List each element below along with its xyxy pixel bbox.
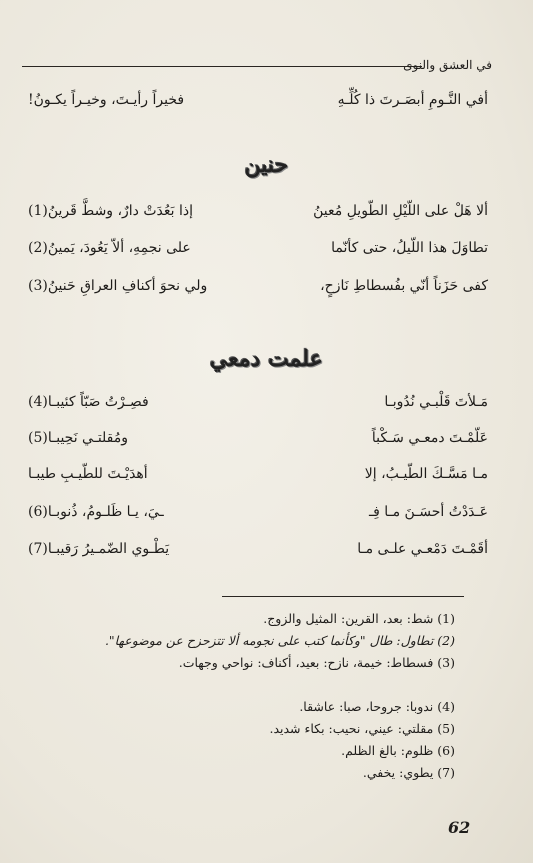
- section-title-hanin: حنين: [244, 152, 289, 178]
- footnote-rule: [222, 596, 464, 597]
- verse-line: [28, 278, 488, 308]
- hemistich-first: عَـدَدْتُ أحسَـنَ مـا فِـ: [368, 504, 488, 520]
- hemistich-first: تطاوَلَ هذا اللّيلُ، حتى كأنّما: [331, 240, 488, 256]
- page-number: 62: [448, 818, 471, 837]
- verse-line: [28, 394, 488, 424]
- hemistich-second: فخيراً رأيـتَ، وخيـراً يكـونُ!: [28, 92, 185, 108]
- footnote: (7) يطوي: يخفي.: [362, 765, 455, 780]
- hemistich-second: فصِـرْتُ صَبّاً كئيبـا(4): [28, 394, 149, 410]
- verse-line: [28, 240, 488, 270]
- footnotes-group-1: [35, 608, 455, 674]
- footnote: (1) شط: بعد، القرين: المثيل والزوج.: [263, 611, 455, 626]
- section-title-alamta: علمت دمعي: [210, 346, 323, 372]
- running-head: [22, 58, 492, 82]
- footnotes-group-2: [35, 696, 455, 784]
- header-rule: [22, 66, 422, 67]
- hemistich-second: يَطْـوي الضّمـيرُ رَقيبـا(7): [28, 541, 170, 557]
- hemistich-first: كفى حَزَناً أنّي بفُسطاطِ نَازحٍ،: [320, 278, 488, 294]
- footnote: (2) تطاول: طال "وكأنما كتب على نجومه ألا تتزحزح عن موضوعها".: [104, 633, 455, 648]
- opening-verse: [28, 92, 488, 122]
- hemistich-first: ألا هَلْ على اللّيْلِ الطّويلِ مُعينُ: [313, 203, 488, 219]
- hemistich-first: أقَمْـتَ دَمْعـي علـى مـا: [357, 541, 488, 557]
- verse-line: [28, 203, 488, 233]
- hemistich-first: مَـلأتَ قَلْبـي نُدُوبـا: [384, 394, 488, 410]
- hemistich-second: ـيَ، يـا ظَلـومُ، ذُنوبـا(6): [28, 504, 164, 520]
- verse-line: [28, 541, 488, 571]
- verse-line: [28, 466, 488, 496]
- footnote: (3) فسطاط: خيمة، نازح: بعيد، أكناف: نواحي وجهات.: [178, 655, 455, 670]
- hemistich-second: على نجمِهِ، ألاّ يَعُودَ، يَمينُ(2): [28, 240, 191, 256]
- running-head-title: في العشق والنوى: [403, 58, 492, 72]
- hemistich-first: عَلّمْـتَ دمعـي سَـكْباً: [371, 430, 488, 446]
- hemistich-second: إذا بَعُدَتْ دارٌ، وشطَّ قَرينُ(1): [28, 203, 193, 219]
- footnote: (5) مقلتي: عيني، نحيب: بكاء شديد.: [269, 721, 455, 736]
- hemistich-first: مـا مَسَّـكَ الطّيـبُ، إلا: [364, 466, 488, 482]
- hemistich-second: ومُقلتـي نَحِيبـا(5): [28, 430, 129, 446]
- footnote: (6) ظلوم: بالغ الظلم.: [341, 743, 455, 758]
- hemistich-second: أهدَيْـتَ للطّيـبِ طيبـا: [28, 466, 148, 482]
- hemistich-first: أفي النَّـومِ أبصَـرتَ ذا كُلِّـهِ: [337, 92, 488, 108]
- verse-line: [28, 504, 488, 534]
- hemistich-second: ولي نحوَ أكنافِ العراقِ حَنينُ(3): [28, 278, 208, 294]
- footnote: (4) ندوبا: جروحا، صبا: عاشقا.: [299, 699, 455, 714]
- verse-line: [28, 430, 488, 460]
